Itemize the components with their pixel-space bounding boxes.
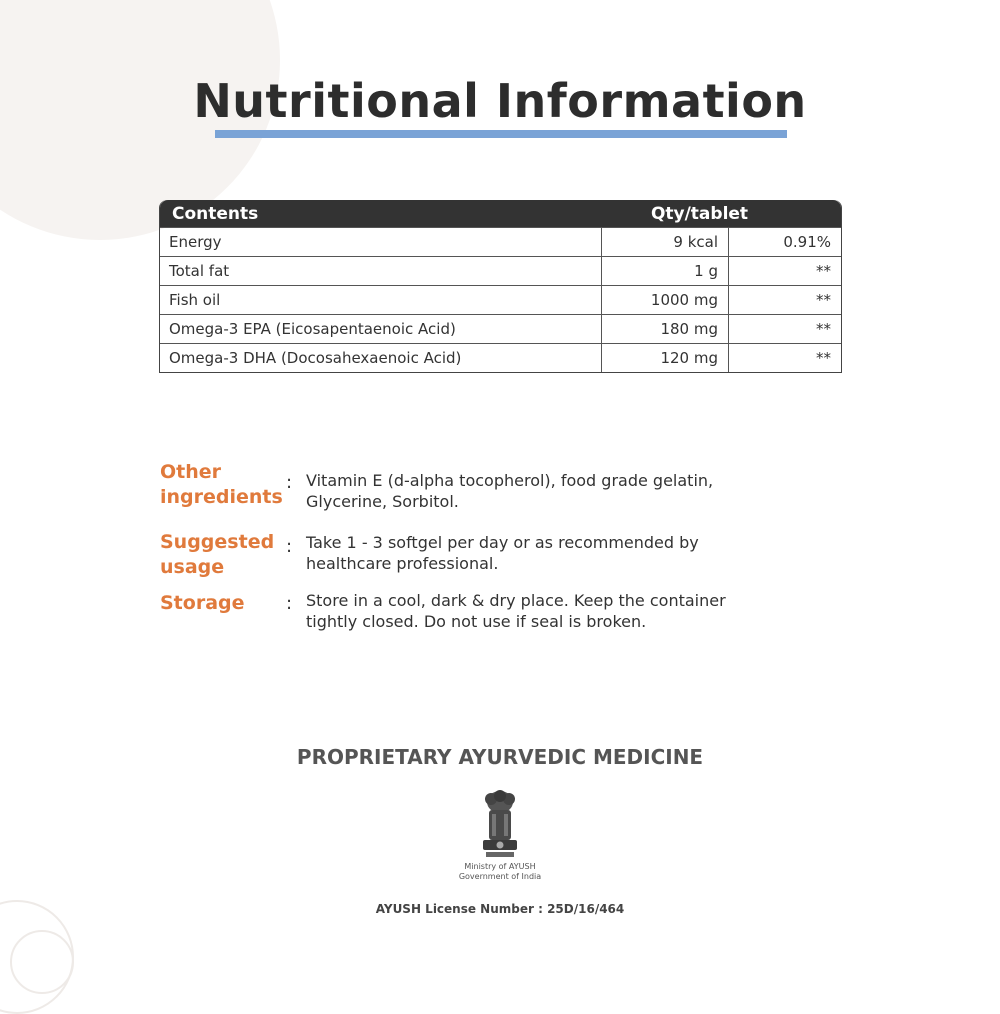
title-underline: [215, 130, 787, 138]
other-ingredients-label: Other ingredients: [160, 461, 283, 508]
cell-qty: 120 mg: [602, 344, 729, 372]
cell-name: Total fat: [160, 257, 602, 285]
table-header: [160, 200, 841, 227]
cell-qty: 180 mg: [602, 315, 729, 343]
cell-qty: 1 g: [602, 257, 729, 285]
header-qty: Qty/tablet: [650, 203, 749, 224]
page-title: Nutritional Information: [193, 74, 807, 128]
other-ingredients-value: Vitamin E (d-alpha tocopherol), food grade gelatin, Glycerine, Sorbitol.: [306, 471, 714, 511]
suggested-usage-label: Suggested usage: [160, 531, 275, 578]
colon: :: [286, 536, 293, 557]
storage-section: [160, 588, 780, 632]
license-number: AYUSH License Number : 25D/16/464: [375, 902, 625, 916]
storage-label: Storage: [160, 592, 245, 614]
storage-value: Store in a cool, dark & dry place. Keep the container tightly closed. Do not use if seal is broken.: [306, 591, 726, 631]
proprietary-heading: PROPRIETARY AYURVEDIC MEDICINE: [296, 745, 704, 769]
colon: :: [286, 593, 293, 614]
colon: :: [286, 472, 293, 493]
other-ingredients-section: [160, 460, 780, 512]
national-emblem-icon: [474, 788, 526, 864]
cell-name: Fish oil: [160, 286, 602, 314]
table-row: [160, 285, 841, 314]
suggested-usage-value: Take 1 - 3 softgel per day or as recommended by healthcare professional.: [306, 533, 699, 573]
ministry-caption: Ministry of AYUSH Government of India: [458, 862, 542, 881]
cell-rda: **: [816, 291, 831, 309]
cell-rda: **: [816, 320, 831, 338]
nutrition-table: [159, 200, 842, 373]
suggested-usage-section: [160, 530, 780, 580]
cell-rda: 0.91%: [783, 233, 831, 251]
table-row: [160, 314, 841, 343]
table-row: [160, 256, 841, 285]
header-contents: Contents: [172, 203, 259, 224]
cell-name: Energy: [160, 228, 602, 256]
table-row: [160, 227, 841, 256]
background-decoration: [10, 930, 74, 994]
table-row: [160, 343, 841, 372]
cell-qty: 9 kcal: [602, 228, 729, 256]
cell-rda: **: [816, 262, 831, 280]
cell-rda: **: [816, 349, 831, 367]
cell-name: Omega-3 DHA (Docosahexaenoic Acid): [160, 344, 602, 372]
cell-name: Omega-3 EPA (Eicosapentaenoic Acid): [160, 315, 602, 343]
cell-qty: 1000 mg: [602, 286, 729, 314]
